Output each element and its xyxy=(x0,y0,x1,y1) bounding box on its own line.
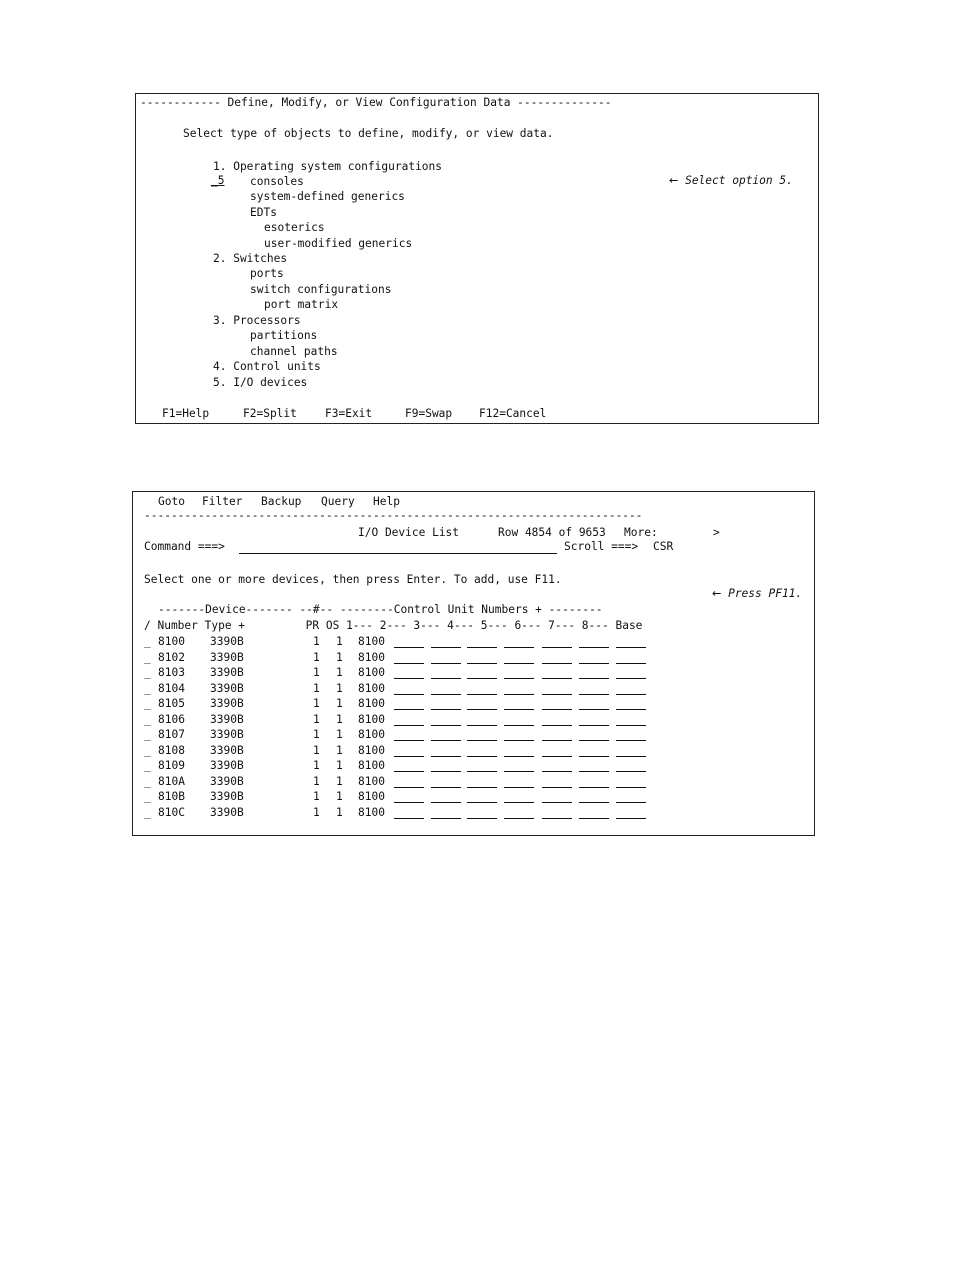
control-unit-1: 8100 xyxy=(358,697,385,710)
control-unit-1: 8100 xyxy=(358,728,385,741)
device-type: 3390B xyxy=(210,697,244,710)
control-unit-1: 8100 xyxy=(358,651,385,664)
io-device-list-panel xyxy=(132,491,815,836)
menu-filter[interactable]: Filter xyxy=(202,495,243,508)
control-unit-2-input[interactable] xyxy=(394,771,424,772)
control-unit-2-input[interactable] xyxy=(394,725,424,726)
control-unit-4-input[interactable] xyxy=(467,818,497,819)
option-4[interactable]: 4. Control units xyxy=(213,360,321,373)
device-number: 8108 xyxy=(158,744,185,757)
control-unit-8-input[interactable] xyxy=(616,647,646,648)
control-unit-3-input[interactable] xyxy=(431,740,461,741)
device-os: 1 xyxy=(336,651,343,664)
row-select-input[interactable]: _ xyxy=(144,806,151,819)
control-unit-8-input[interactable] xyxy=(616,756,646,757)
function-key-cancel[interactable]: F12=Cancel xyxy=(479,407,547,420)
control-unit-8-input[interactable] xyxy=(616,818,646,819)
device-type: 3390B xyxy=(210,713,244,726)
device-type: 3390B xyxy=(210,666,244,679)
option-1-sub-user-generics: user-modified generics xyxy=(264,237,413,250)
control-unit-4-input[interactable] xyxy=(467,694,497,695)
control-unit-7-input[interactable] xyxy=(579,818,609,819)
device-pr: 1 xyxy=(313,713,320,726)
left-arrow-icon: ← xyxy=(668,174,679,187)
device-pr: 1 xyxy=(313,635,320,648)
control-unit-4-input[interactable] xyxy=(467,725,497,726)
control-unit-6-input[interactable] xyxy=(542,678,572,679)
note-press-pf11: ← Press PF11. xyxy=(711,587,803,600)
command-input[interactable] xyxy=(239,553,557,554)
control-unit-5-input[interactable] xyxy=(504,709,534,710)
control-unit-1: 8100 xyxy=(358,682,385,695)
control-unit-3-input[interactable] xyxy=(431,678,461,679)
row-select-input[interactable]: _ xyxy=(144,790,151,803)
device-os: 1 xyxy=(336,635,343,648)
control-unit-2-input[interactable] xyxy=(394,740,424,741)
device-type: 3390B xyxy=(210,759,244,772)
device-os: 1 xyxy=(336,775,343,788)
device-os: 1 xyxy=(336,682,343,695)
control-unit-3-input[interactable] xyxy=(431,694,461,695)
device-number: 8103 xyxy=(158,666,185,679)
control-unit-7-input[interactable] xyxy=(579,709,609,710)
device-pr: 1 xyxy=(313,790,320,803)
function-key-swap[interactable]: F9=Swap xyxy=(405,407,453,420)
device-type: 3390B xyxy=(210,806,244,819)
control-unit-4-input[interactable] xyxy=(467,771,497,772)
control-unit-6-input[interactable] xyxy=(542,694,572,695)
control-unit-7-input[interactable] xyxy=(579,740,609,741)
control-unit-8-input[interactable] xyxy=(616,678,646,679)
control-unit-2-input[interactable] xyxy=(394,647,424,648)
option-2-sub-ports: ports xyxy=(250,267,284,280)
option-3[interactable]: 3. Processors xyxy=(213,314,301,327)
row-info: Row 4854 of 9653 xyxy=(498,526,606,539)
function-key-split[interactable]: F2=Split xyxy=(243,407,297,420)
menu-separator: -------------------------------------------------------------------------- xyxy=(144,509,643,522)
control-unit-4-input[interactable] xyxy=(467,802,497,803)
scroll-input[interactable]: CSR xyxy=(653,540,674,553)
table-header-columns: / Number Type + PR OS 1--- 2--- 3--- 4--- 5--- 6--- 7--- 8--- Base xyxy=(144,619,643,632)
control-unit-2-input[interactable] xyxy=(394,787,424,788)
device-pr: 1 xyxy=(313,682,320,695)
row-select-input[interactable]: _ xyxy=(144,635,151,648)
control-unit-6-input[interactable] xyxy=(542,709,572,710)
device-os: 1 xyxy=(336,790,343,803)
device-os: 1 xyxy=(336,744,343,757)
more-label: More: xyxy=(624,526,658,539)
control-unit-8-input[interactable] xyxy=(616,663,646,664)
control-unit-7-input[interactable] xyxy=(579,756,609,757)
config-data-panel xyxy=(135,93,819,424)
option-5[interactable]: 5. I/O devices xyxy=(213,376,308,389)
control-unit-8-input[interactable] xyxy=(616,787,646,788)
control-unit-8-input[interactable] xyxy=(616,709,646,710)
panel-title-line: ------------ Define, Modify, or View Configuration Data -------------- xyxy=(140,96,612,109)
left-arrow-icon: ← xyxy=(711,587,722,600)
menu-goto[interactable]: Goto xyxy=(158,495,185,508)
control-unit-1: 8100 xyxy=(358,775,385,788)
control-unit-6-input[interactable] xyxy=(542,787,572,788)
control-unit-7-input[interactable] xyxy=(579,663,609,664)
control-unit-3-input[interactable] xyxy=(431,647,461,648)
control-unit-4-input[interactable] xyxy=(467,756,497,757)
device-number: 810C xyxy=(158,806,185,819)
control-unit-3-input[interactable] xyxy=(431,725,461,726)
control-unit-2-input[interactable] xyxy=(394,709,424,710)
control-unit-8-input[interactable] xyxy=(616,725,646,726)
device-os: 1 xyxy=(336,728,343,741)
device-pr: 1 xyxy=(313,697,320,710)
control-unit-1: 8100 xyxy=(358,759,385,772)
row-select-input[interactable]: _ xyxy=(144,697,151,710)
control-unit-8-input[interactable] xyxy=(616,740,646,741)
device-number: 8107 xyxy=(158,728,185,741)
control-unit-4-input[interactable] xyxy=(467,787,497,788)
control-unit-6-input[interactable] xyxy=(542,740,572,741)
control-unit-5-input[interactable] xyxy=(504,787,534,788)
device-number: 8100 xyxy=(158,635,185,648)
control-unit-4-input[interactable] xyxy=(467,663,497,664)
control-unit-3-input[interactable] xyxy=(431,818,461,819)
function-key-exit[interactable]: F3=Exit xyxy=(325,407,373,420)
control-unit-1: 8100 xyxy=(358,744,385,757)
device-os: 1 xyxy=(336,759,343,772)
control-unit-7-input[interactable] xyxy=(579,802,609,803)
option-1-sub-esoterics: esoterics xyxy=(264,221,325,234)
selection-input[interactable]: _5 xyxy=(210,174,225,187)
control-unit-5-input[interactable] xyxy=(504,678,534,679)
control-unit-6-input[interactable] xyxy=(542,818,572,819)
control-unit-7-input[interactable] xyxy=(579,771,609,772)
row-select-input[interactable]: _ xyxy=(144,666,151,679)
control-unit-1: 8100 xyxy=(358,790,385,803)
device-os: 1 xyxy=(336,666,343,679)
control-unit-3-input[interactable] xyxy=(431,802,461,803)
option-1-sub-consoles: consoles xyxy=(250,175,304,188)
control-unit-4-input[interactable] xyxy=(467,709,497,710)
option-2-sub-port-matrix: port matrix xyxy=(264,298,339,311)
command-label: Command ===> xyxy=(144,540,225,553)
control-unit-1: 8100 xyxy=(358,635,385,648)
control-unit-5-input[interactable] xyxy=(504,663,534,664)
device-pr: 1 xyxy=(313,775,320,788)
device-type: 3390B xyxy=(210,682,244,695)
control-unit-7-input[interactable] xyxy=(579,725,609,726)
control-unit-6-input[interactable] xyxy=(542,771,572,772)
control-unit-3-input[interactable] xyxy=(431,756,461,757)
menu-backup[interactable]: Backup xyxy=(261,495,302,508)
control-unit-3-input[interactable] xyxy=(431,771,461,772)
option-1[interactable]: 1. Operating system configurations xyxy=(213,160,443,173)
control-unit-8-input[interactable] xyxy=(616,802,646,803)
note-select-option: ← Select option 5. xyxy=(668,174,793,187)
device-type: 3390B xyxy=(210,651,244,664)
device-os: 1 xyxy=(336,697,343,710)
row-select-input[interactable]: _ xyxy=(144,744,151,757)
device-number: 8102 xyxy=(158,651,185,664)
row-select-input[interactable]: _ xyxy=(144,713,151,726)
control-unit-5-input[interactable] xyxy=(504,771,534,772)
device-pr: 1 xyxy=(313,806,320,819)
device-pr: 1 xyxy=(313,651,320,664)
device-type: 3390B xyxy=(210,790,244,803)
control-unit-2-input[interactable] xyxy=(394,756,424,757)
device-pr: 1 xyxy=(313,744,320,757)
option-1-sub-generics: system-defined generics xyxy=(250,190,405,203)
device-number: 8104 xyxy=(158,682,185,695)
control-unit-8-input[interactable] xyxy=(616,694,646,695)
instruction-text: Select one or more devices, then press Enter. To add, use F11. xyxy=(144,573,562,586)
control-unit-2-input[interactable] xyxy=(394,818,424,819)
device-pr: 1 xyxy=(313,759,320,772)
option-2-sub-switch-configs: switch configurations xyxy=(250,283,392,296)
control-unit-5-input[interactable] xyxy=(504,740,534,741)
device-number: 8105 xyxy=(158,697,185,710)
control-unit-7-input[interactable] xyxy=(579,678,609,679)
control-unit-2-input[interactable] xyxy=(394,663,424,664)
device-number: 8109 xyxy=(158,759,185,772)
row-select-input[interactable]: _ xyxy=(144,651,151,664)
control-unit-2-input[interactable] xyxy=(394,678,424,679)
control-unit-5-input[interactable] xyxy=(504,802,534,803)
device-number: 810A xyxy=(158,775,185,788)
row-select-input[interactable]: _ xyxy=(144,759,151,772)
device-number: 8106 xyxy=(158,713,185,726)
device-type: 3390B xyxy=(210,744,244,757)
menu-help[interactable]: Help xyxy=(373,495,400,508)
control-unit-1: 8100 xyxy=(358,806,385,819)
device-type: 3390B xyxy=(210,775,244,788)
control-unit-3-input[interactable] xyxy=(431,709,461,710)
option-1-sub-edts: EDTs xyxy=(250,206,277,219)
control-unit-3-input[interactable] xyxy=(431,787,461,788)
control-unit-4-input[interactable] xyxy=(467,647,497,648)
control-unit-4-input[interactable] xyxy=(467,678,497,679)
control-unit-7-input[interactable] xyxy=(579,787,609,788)
control-unit-7-input[interactable] xyxy=(579,694,609,695)
device-type: 3390B xyxy=(210,635,244,648)
option-2[interactable]: 2. Switches xyxy=(213,252,288,265)
device-pr: 1 xyxy=(313,666,320,679)
device-number: 810B xyxy=(158,790,185,803)
control-unit-1: 8100 xyxy=(358,666,385,679)
control-unit-5-input[interactable] xyxy=(504,647,534,648)
device-type: 3390B xyxy=(210,728,244,741)
device-os: 1 xyxy=(336,713,343,726)
control-unit-8-input[interactable] xyxy=(616,771,646,772)
control-unit-5-input[interactable] xyxy=(504,756,534,757)
control-unit-1: 8100 xyxy=(358,713,385,726)
control-unit-2-input[interactable] xyxy=(394,694,424,695)
page-title: I/O Device List xyxy=(358,526,460,539)
control-unit-2-input[interactable] xyxy=(394,802,424,803)
control-unit-5-input[interactable] xyxy=(504,725,534,726)
device-pr: 1 xyxy=(313,728,320,741)
instruction-text: Select type of objects to define, modify, or view data. xyxy=(183,127,554,140)
row-select-input[interactable]: _ xyxy=(144,682,151,695)
control-unit-6-input[interactable] xyxy=(542,663,572,664)
control-unit-4-input[interactable] xyxy=(467,740,497,741)
menu-query[interactable]: Query xyxy=(321,495,355,508)
control-unit-6-input[interactable] xyxy=(542,756,572,757)
row-select-input[interactable]: _ xyxy=(144,775,151,788)
table-header-groups: -------Device------- --#-- --------Control Unit Numbers + -------- xyxy=(158,603,603,616)
control-unit-7-input[interactable] xyxy=(579,647,609,648)
control-unit-6-input[interactable] xyxy=(542,725,572,726)
control-unit-6-input[interactable] xyxy=(542,802,572,803)
control-unit-5-input[interactable] xyxy=(504,694,534,695)
control-unit-5-input[interactable] xyxy=(504,818,534,819)
control-unit-3-input[interactable] xyxy=(431,663,461,664)
device-os: 1 xyxy=(336,806,343,819)
more-indicator: > xyxy=(713,526,720,539)
option-3-sub-partitions: partitions xyxy=(250,329,318,342)
option-3-sub-channel-paths: channel paths xyxy=(250,345,338,358)
row-select-input[interactable]: _ xyxy=(144,728,151,741)
function-key-help[interactable]: F1=Help xyxy=(162,407,210,420)
control-unit-6-input[interactable] xyxy=(542,647,572,648)
scroll-label: Scroll ===> xyxy=(564,540,639,553)
